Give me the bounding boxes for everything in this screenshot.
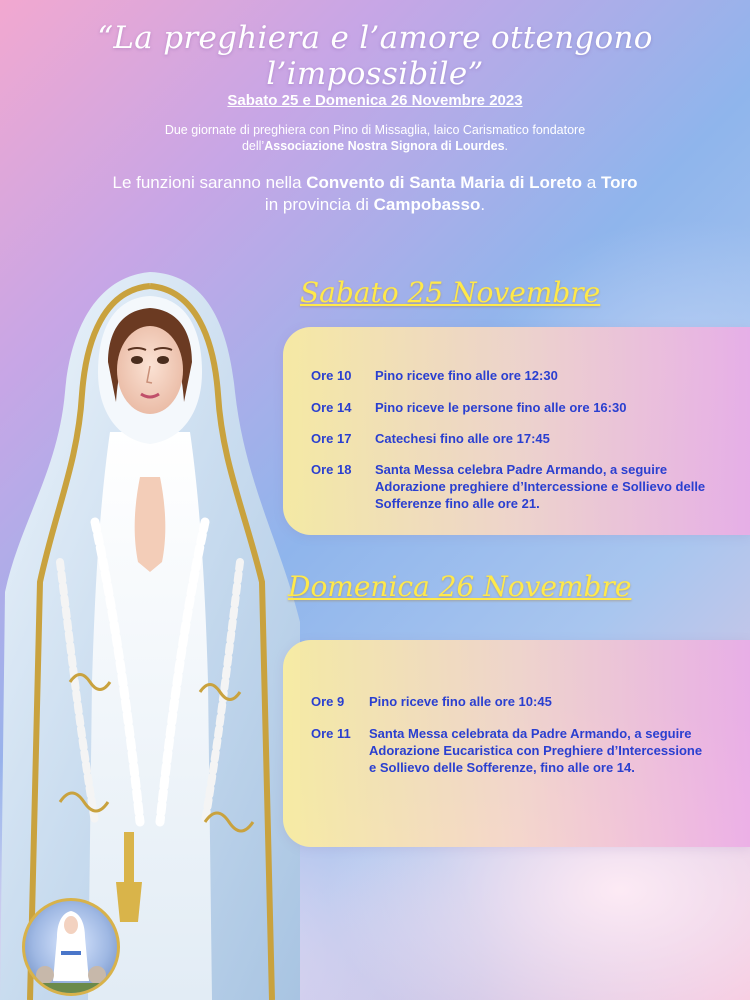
- schedule-row: [311, 367, 731, 384]
- location-part-2: a: [582, 173, 601, 192]
- intro-text: [100, 122, 650, 154]
- schedule-description: Catechesi fino alle ore 17:45: [375, 431, 550, 446]
- location-part-3: in provincia di: [264, 195, 374, 214]
- association-seal-image: [22, 898, 120, 996]
- day-title-sunday: Domenica 26 Novembre: [288, 570, 632, 603]
- schedule-hour: Ore 18: [311, 462, 352, 477]
- convent-name: Convento di Santa Maria di Loreto: [306, 173, 583, 192]
- location-text: [40, 172, 710, 216]
- schedule-hour: Ore 11: [311, 726, 351, 741]
- schedule-description: Pino riceve fino alle ore 12:30: [375, 368, 558, 383]
- schedule-hour: Ore 10: [311, 368, 352, 383]
- schedule-card-saturday: [283, 327, 750, 535]
- schedule-row: [311, 399, 731, 416]
- location-part-4: .: [480, 195, 486, 214]
- intro-line-2-prefix: dell’: [241, 139, 265, 153]
- schedule-row: [311, 461, 711, 512]
- schedule-row: [311, 430, 731, 447]
- event-dates: Sabato 25 e Domenica 26 Novembre 2023: [227, 92, 523, 109]
- schedule-row: [311, 725, 711, 776]
- location-part-1: Le funzioni saranno nella: [112, 173, 307, 192]
- intro-line-2-suffix: .: [504, 139, 509, 153]
- province-name: Campobasso: [373, 195, 481, 214]
- headline-quote: “La preghiera e l’amore ottengono l’impossibile”: [97, 20, 653, 92]
- schedule-hour: Ore 14: [311, 400, 352, 415]
- schedule-description: Pino riceve le persone fino alle ore 16:30: [375, 400, 627, 415]
- intro-line-1: Due giornate di preghiera con Pino di Missaglia, laico Carismatico fondatore: [164, 123, 586, 137]
- association-name: Associazione Nostra Signora di Lourdes: [264, 139, 505, 153]
- madonna-statue-image: [0, 262, 300, 1000]
- schedule-hour: Ore 17: [311, 431, 352, 446]
- schedule-description: Pino riceve fino alle ore 10:45: [369, 694, 552, 709]
- schedule-card-sunday: [283, 640, 750, 847]
- schedule-row: [311, 693, 731, 710]
- schedule-description: Santa Messa celebrata da Padre Armando, a seguire Adorazione Eucaristica con Preghiere d’Intercessione e Sollievo delle Sofferenze, fino alle ore 14.: [369, 726, 703, 775]
- schedule-hour: Ore 9: [311, 694, 345, 709]
- town-name: Toro: [600, 173, 638, 192]
- day-title-saturday: Sabato 25 Novembre: [300, 276, 601, 309]
- schedule-description: Santa Messa celebra Padre Armando, a seguire Adorazione preghiere d’Intercessione e Sollievo delle Sofferenze fino alle ore 21.: [375, 462, 706, 511]
